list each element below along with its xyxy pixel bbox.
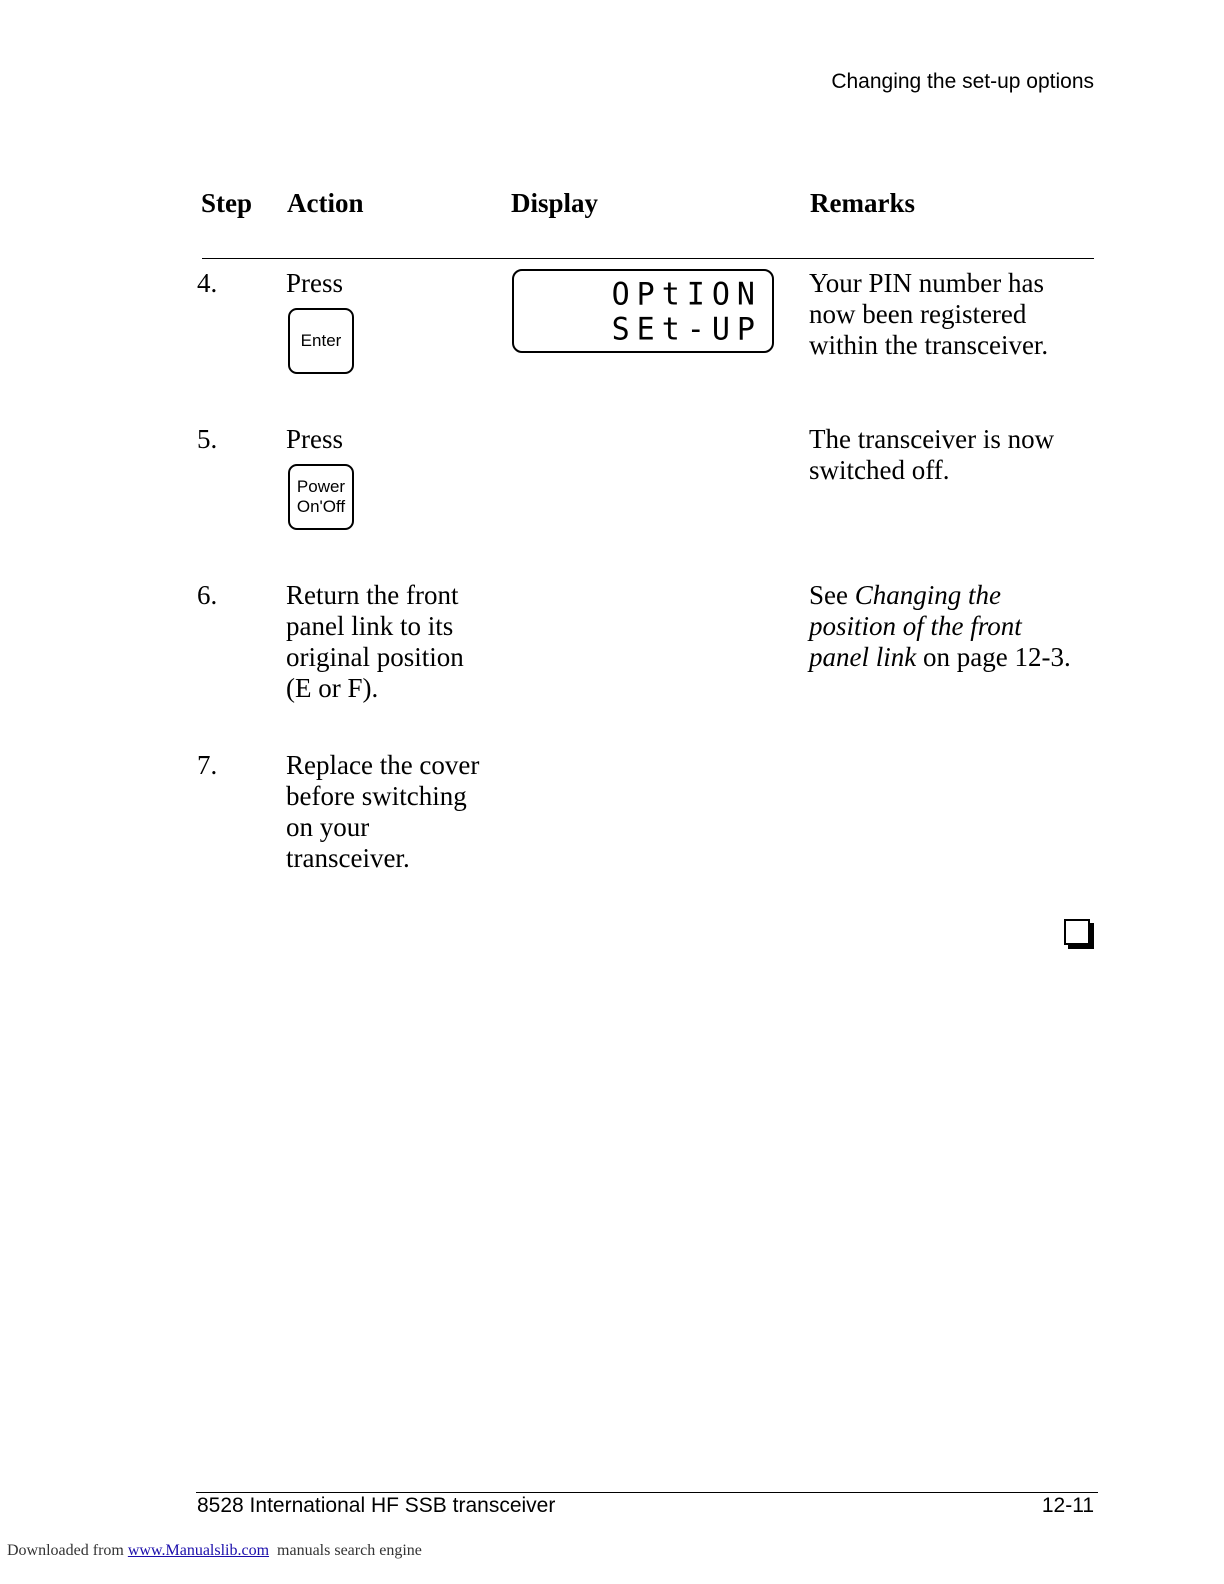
lcd-line-1: OPtION <box>611 276 762 313</box>
step-number-6: 6. <box>197 580 218 610</box>
column-header-action: Action <box>287 188 364 218</box>
remarks-4: Your PIN number has now been registered within the transceiver. <box>809 268 1049 360</box>
download-attribution <box>7 1542 422 1560</box>
power-key-label-line2: On'Off <box>296 497 346 516</box>
footer-rule <box>196 1492 1098 1493</box>
action-text-4: Press <box>286 268 344 298</box>
step-number-5: 5. <box>197 424 218 454</box>
remarks-6-suffix: on page 12-3. <box>916 642 1071 672</box>
power-key-icon <box>288 464 354 530</box>
power-key-label-line1: Power <box>296 477 346 496</box>
download-suffix: manuals search engine <box>277 1542 422 1559</box>
footer-product: 8528 International HF SSB transceiver <box>197 1494 556 1517</box>
step-number-7: 7. <box>197 750 218 780</box>
download-prefix: Downloaded from <box>7 1542 124 1559</box>
cross-reference-link: Changing the position of the front panel link <box>809 580 1022 672</box>
end-of-section-box-icon <box>1064 919 1090 945</box>
lcd-display <box>512 269 774 353</box>
action-text-7: Replace the cover before switching on your transceiver. <box>286 750 480 873</box>
column-header-display: Display <box>511 188 599 218</box>
enter-key-label: Enter <box>300 331 342 350</box>
remarks-5: The transceiver is now switched off. <box>809 424 1055 485</box>
column-header-remarks: Remarks <box>810 188 915 218</box>
column-header-step: Step <box>201 188 253 218</box>
running-header: Changing the set-up options <box>831 70 1094 93</box>
manualslib-link[interactable]: www.Manualslib.com <box>127 1542 270 1559</box>
enter-key-icon <box>288 308 354 374</box>
action-text-5: Press <box>286 424 344 454</box>
lcd-line-2: SEt-UP <box>611 311 762 348</box>
remarks-6-prefix: See <box>809 580 855 610</box>
step-number-4: 4. <box>197 268 218 298</box>
header-rule <box>202 258 1094 259</box>
footer-page-number: 12-11 <box>1041 1494 1094 1517</box>
action-text-6: Return the front panel link to its original position (E or F). <box>286 580 464 703</box>
remarks-6 <box>809 580 1079 673</box>
